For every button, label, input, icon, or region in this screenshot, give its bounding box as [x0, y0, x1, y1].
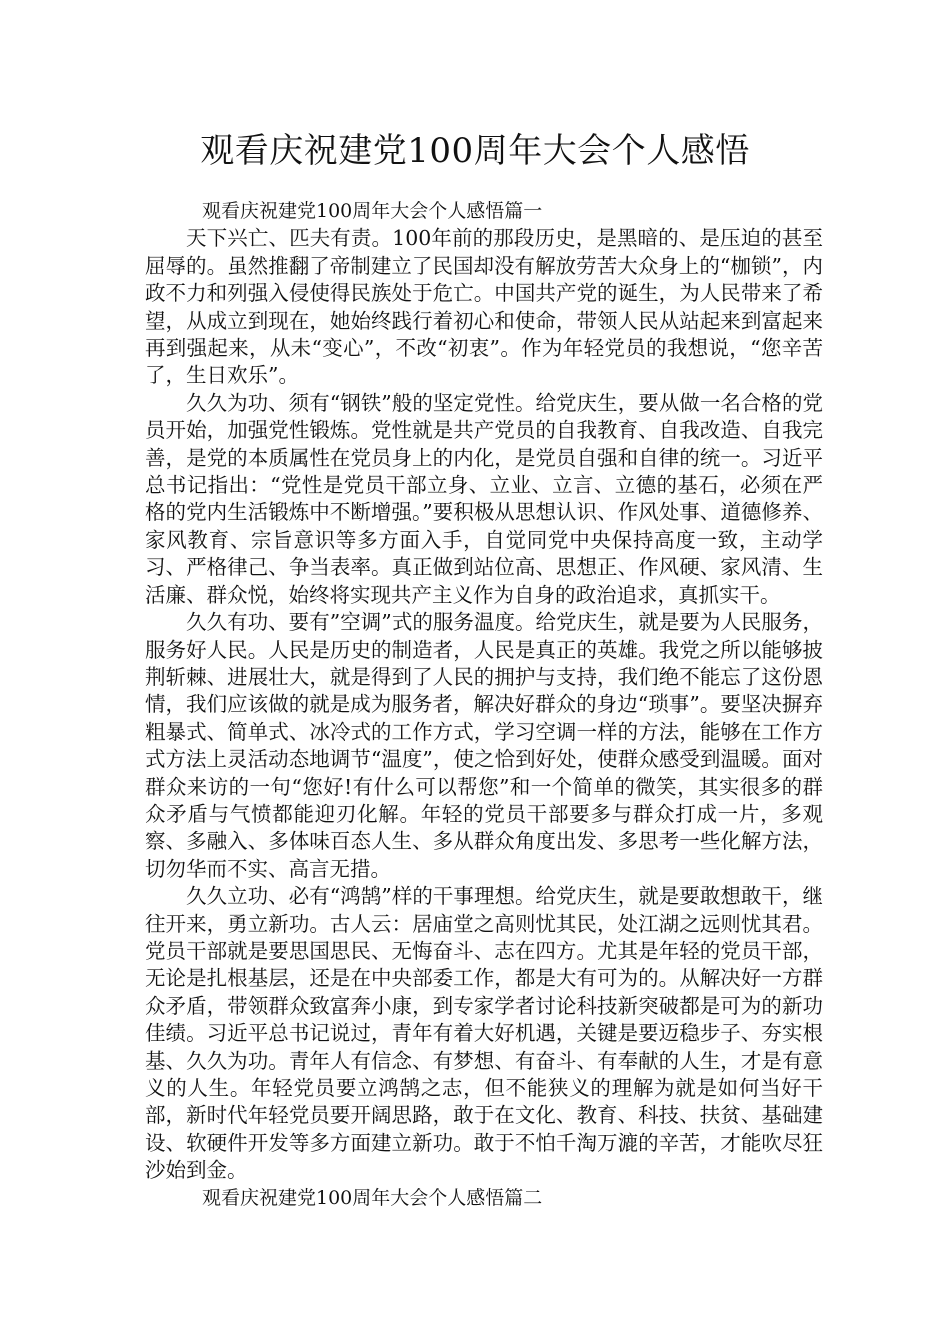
paragraph-party-spirit: 久久为功、须有“钢铁”般的坚定党性。给党庆生，要从做一名合格的党员开始，加强党性锻炼。党性就是共产党员的自我教育、自我改造、自我完善，是党的本质属性在党员身上的内化，是党员自强和自律的统一。习近平总书记指出：“党性是党员干部立身、立业、立言、立德的基石，必须在严格的党内生活锻炼中不断增强。”要积极从思想认识、作风处事、道德修养、家风教育、宗旨意识等多方面入手，自觉同党中央保持高度一致，主动学习、严格律己、争当表率。真正做到站位高、思想正、作风硬、家风清、生活廉、群众悦，始终将实现共产主义作为自身的政治追求，真抓实干。: [145, 390, 823, 607]
paragraph-service-warmth: 久久有功、要有”空调”式的服务温度。给党庆生，就是要为人民服务，服务好人民。人民是历史的制造者，人民是真正的英雄。我党之所以能够披荆斩棘、进展壮大，就是得到了人民的拥护与支持，我们绝不能忘了这份恩情，我们应该做的就是成为服务者，解决好群众的身边“琐事”。要坚决摒弃粗暴式、简单式、冰冷式的工作方式，学习空调一样的方法，能够在工作方式方法上灵活动态地调节“温度”，使之恰到好处，使群众感受到温暖。面对群众来访的一句“您好!有什么可以帮您”和一个简单的微笑，其实很多的群众矛盾与气愤都能迎刃化解。年轻的党员干部要多与群众打成一片，多观察、多融入、多体味百态人生、多从群众角度出发、多思考一些化解方法，切勿华而不实、高言无措。: [145, 610, 823, 881]
paragraph-ambition: 久久立功、必有“鸿鹄”样的干事理想。给党庆生，就是要敢想敢干，继往开来，勇立新功。古人云：居庙堂之高则忧其民，处江湖之远则忧其君。党员干部就是要思国思民、无悔奋斗、志在四方。尤其是年轻的党员干部，无论是扎根基层，还是在中央部委工作，都是大有可为的。从解决好一方群众矛盾，带领群众致富奔小康，到专家学者讨论科技新突破都是可为的新功佳绩。习近平总书记说过，青年有着大好机遇，关键是要迈稳步子、夯实根基、久久为功。青年人有信念、有梦想、有奋斗、有奉献的人生，才是有意义的人生。年轻党员要立鸿鹄之志，但不能狭义的理解为就是如何当好干部，新时代年轻党员要开阔思路，敢于在文化、教育、科技、扶贫、基础建设、软硬件开发等多方面建立新功。敢于不怕千淘万漉的辛苦，才能吹尽狂沙始到金。: [145, 884, 823, 1183]
document-title: 观看庆祝建党100周年大会个人感悟: [200, 131, 750, 171]
document-body: [145, 198, 823, 1212]
section-heading-two: 观看庆祝建党100周年大会个人感悟篇二: [202, 1186, 543, 1209]
section-heading-one: 观看庆祝建党100周年大会个人感悟篇一: [202, 200, 543, 222]
paragraph-intro: 天下兴亡、匹夫有责。100年前的那段历史，是黑暗的、是压迫的甚至屈辱的。虽然推翻了帝制建立了民国却没有解放劳苦大众身上的“枷锁”，内政不力和列强入侵使得民族处于危亡。中国共产党的诞生，为人民带来了希望，从成立到现在，她始终践行着初心和使命，带领人民从站起来到富起来再到强起来，从未“变心”，不改“初衷”。作为年轻党员的我想说，“您辛苦了，生日欢乐”。: [145, 226, 823, 388]
